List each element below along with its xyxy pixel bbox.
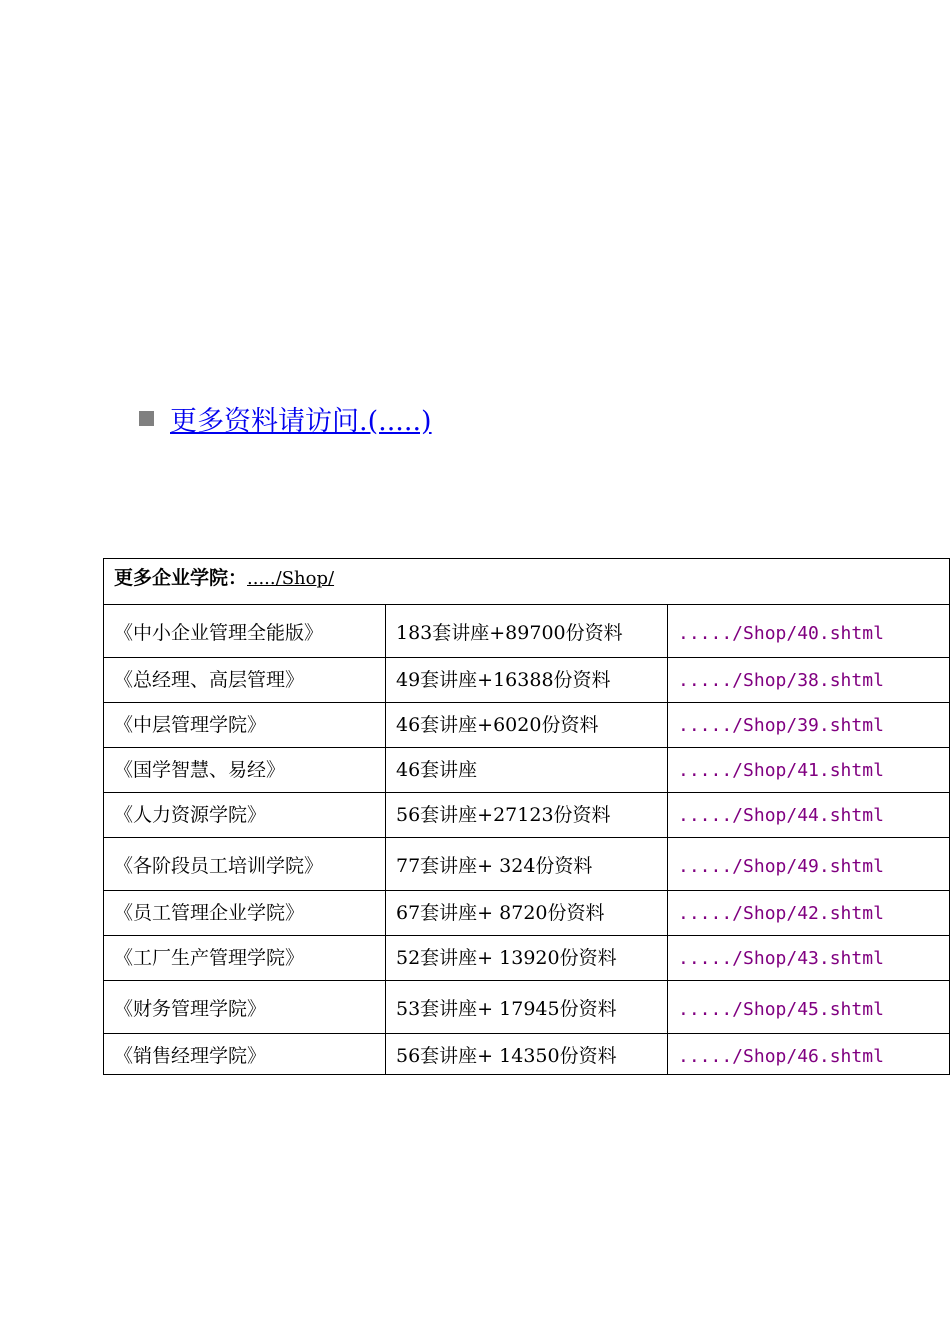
- course-link[interactable]: ...../Shop/49.shtml: [678, 856, 884, 877]
- table-row: [104, 703, 950, 748]
- table-row: [104, 748, 950, 793]
- course-name: 《国学智慧、易经》: [104, 748, 386, 793]
- table-row: [104, 658, 950, 703]
- table-row: [104, 891, 950, 936]
- course-link[interactable]: ...../Shop/43.shtml: [678, 948, 884, 969]
- course-link[interactable]: ...../Shop/38.shtml: [678, 670, 884, 691]
- table-row: [104, 605, 950, 658]
- course-count: 53套讲座+ 17945份资料: [386, 981, 668, 1034]
- course-count: 77套讲座+ 324份资料: [386, 838, 668, 891]
- course-name: 《中层管理学院》: [104, 703, 386, 748]
- course-count: 46套讲座+6020份资料: [386, 703, 668, 748]
- course-count: 52套讲座+ 13920份资料: [386, 936, 668, 981]
- table-row: [104, 981, 950, 1034]
- table-header-cell: [104, 559, 950, 605]
- course-link[interactable]: ...../Shop/42.shtml: [678, 903, 884, 924]
- more-resources-line: [139, 398, 432, 438]
- more-resources-link[interactable]: 更多资料请访问.(.....): [170, 405, 432, 437]
- course-count: 56套讲座+27123份资料: [386, 793, 668, 838]
- course-count: 183套讲座+89700份资料: [386, 605, 668, 658]
- course-name: 《工厂生产管理学院》: [104, 936, 386, 981]
- table-row: [104, 838, 950, 891]
- table-row: [104, 793, 950, 838]
- course-count: 49套讲座+16388份资料: [386, 658, 668, 703]
- table-row: [104, 936, 950, 981]
- course-link[interactable]: ...../Shop/44.shtml: [678, 805, 884, 826]
- course-name: 《员工管理企业学院》: [104, 891, 386, 936]
- shop-link[interactable]: ...../Shop/: [247, 568, 335, 589]
- course-name: 《各阶段员工培训学院》: [104, 838, 386, 891]
- course-link[interactable]: ...../Shop/39.shtml: [678, 715, 884, 736]
- course-link[interactable]: ...../Shop/46.shtml: [678, 1046, 884, 1067]
- table-header-row: [104, 559, 950, 605]
- course-name: 《销售经理学院》: [104, 1034, 386, 1075]
- table-row: [104, 1034, 950, 1075]
- header-label: 更多企业学院：: [114, 567, 248, 589]
- square-bullet-icon: [139, 411, 154, 426]
- course-name: 《财务管理学院》: [104, 981, 386, 1034]
- course-name: 《总经理、高层管理》: [104, 658, 386, 703]
- course-link[interactable]: ...../Shop/40.shtml: [678, 623, 884, 644]
- course-catalog-table: [103, 558, 950, 1075]
- course-name: 《人力资源学院》: [104, 793, 386, 838]
- course-count: 56套讲座+ 14350份资料: [386, 1034, 668, 1075]
- course-count: 67套讲座+ 8720份资料: [386, 891, 668, 936]
- course-count: 46套讲座: [386, 748, 668, 793]
- course-name: 《中小企业管理全能版》: [104, 605, 386, 658]
- course-link[interactable]: ...../Shop/45.shtml: [678, 999, 884, 1020]
- course-link[interactable]: ...../Shop/41.shtml: [678, 760, 884, 781]
